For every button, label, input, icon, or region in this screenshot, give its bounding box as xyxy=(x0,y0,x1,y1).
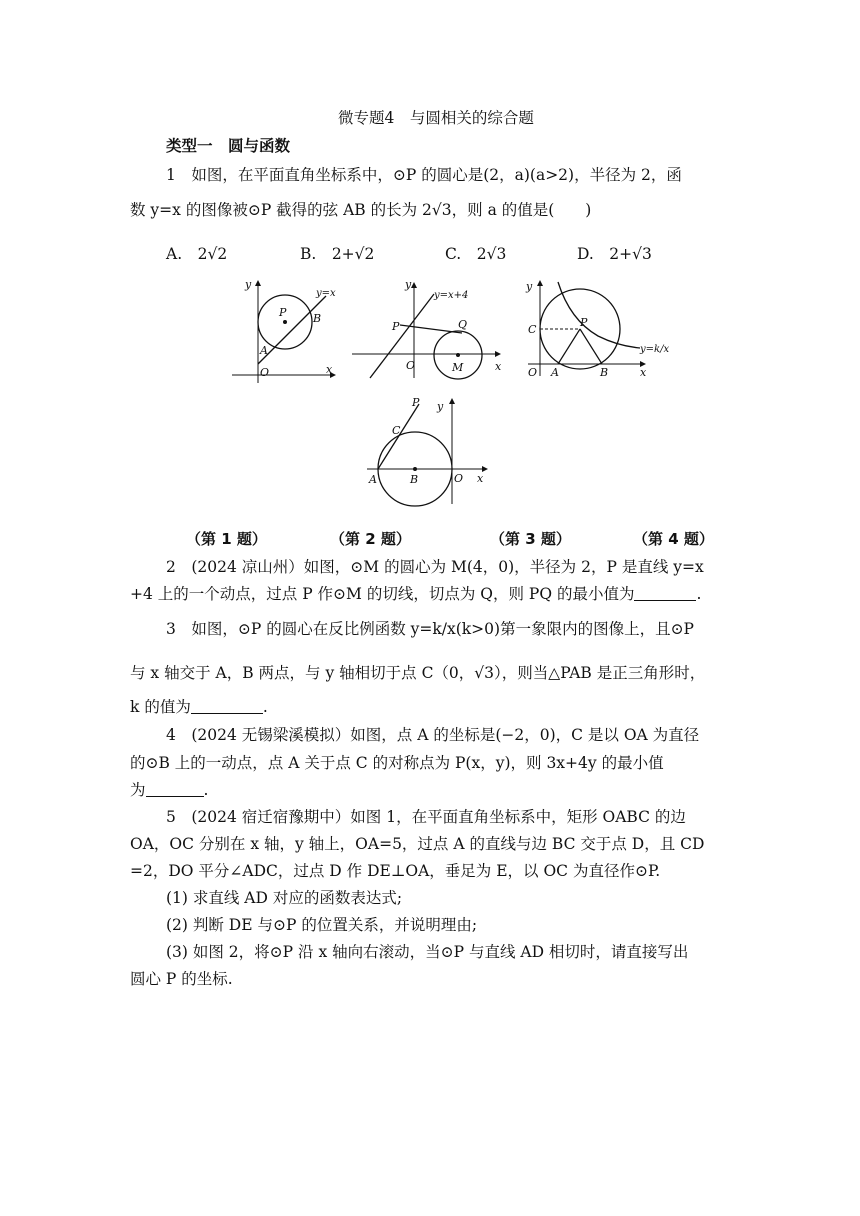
fig2-label-q: Q xyxy=(458,318,468,331)
q1-option-d: D. 2+√3 xyxy=(577,245,652,263)
section-heading: 类型一 圆与函数 xyxy=(166,137,291,155)
q4-period: . xyxy=(203,781,209,799)
q5-sub-3: (3) 如图 2，将⊙P 沿 x 轴向右滚动，当⊙P 与直线 AD 相切时，请直接写出 xyxy=(166,943,689,961)
q5-sub-1: (1) 求直线 AD 对应的函数表达式; xyxy=(166,889,403,907)
fig2-line xyxy=(370,294,434,378)
q4-line-2: 的⊙B 上的一动点，点 A 关于点 C 的对称点为 P(x，y)，则 3x+4y 的最小值 xyxy=(130,754,664,772)
caption-fig3: （第 3 题） xyxy=(490,530,571,548)
q2-answer-blank[interactable] xyxy=(634,586,696,601)
q3-line-1: 3 如图，⊙P 的圆心在反比例函数 y=k/x(k>0)第一象限内的图像上，且⊙P xyxy=(166,620,694,638)
fig1-label-b: B xyxy=(313,312,322,325)
fig3-label-c: C xyxy=(528,323,537,336)
fig1-label-p: P xyxy=(279,306,287,319)
fig1-line-label: y=x xyxy=(316,288,336,299)
q2-line-2-text: +4 上的一个动点，过点 P 作⊙M 的切线，切点为 Q，则 PQ 的最小值为 xyxy=(130,585,635,603)
fig1-center-dot xyxy=(283,320,287,324)
q2-period: . xyxy=(696,585,702,603)
q5-line-2: OA，OC 分别在 x 轴，y 轴上，OA=5，过点 A 的直线与边 BC 交于点 D，且 CD xyxy=(130,835,705,853)
fig1-label-x: x xyxy=(326,363,333,376)
q4-line-1: 4 (2024 无锡梁溪模拟）如图，点 A 的坐标是(−2，0)，C 是以 OA 为直径 xyxy=(166,726,700,744)
fig3-y-arrow xyxy=(537,280,543,286)
q4-line-3-text: 为 xyxy=(130,781,146,799)
q3-period: . xyxy=(262,698,268,716)
fig3-hyperbola xyxy=(558,282,640,348)
q1-option-b: B. 2+√2 xyxy=(300,245,375,263)
figure-3 xyxy=(518,276,670,381)
q2-line-2 xyxy=(130,584,701,604)
q3-line-2: 与 x 轴交于 A，B 两点，与 y 轴相切于点 C（0，√3），则当△PAB 是正三角形时， xyxy=(130,664,706,682)
q3-answer-blank[interactable] xyxy=(191,699,263,714)
fig3-label-o: O xyxy=(528,366,538,379)
q5-line-1: 5 (2024 宿迁宿豫期中）如图 1，在平面直角坐标系中，矩形 OABC 的边 xyxy=(166,808,686,826)
fig1-label-y: y xyxy=(245,278,252,291)
fig4-label-c: C xyxy=(392,424,401,437)
q1-line-1: 1 如图，在平面直角坐标系中，⊙P 的圆心是(2，a)(a>2)，半径为 2，函 xyxy=(166,166,682,184)
fig2-x-arrow xyxy=(495,351,501,357)
fig4-label-a: A xyxy=(369,473,377,486)
q1-line-2: 数 y=x 的图像被⊙P 截得的弦 AB 的长为 2√3，则 a 的值是( ) xyxy=(130,201,592,219)
q1-option-c: C. 2√3 xyxy=(445,245,507,263)
fig2-label-m: M xyxy=(452,361,464,374)
fig2-label-x: x xyxy=(495,360,502,373)
q3-line-3 xyxy=(130,697,268,717)
fig4-label-o: O xyxy=(454,472,464,485)
fig4-label-b: B xyxy=(410,473,419,486)
fig2-label-o: O xyxy=(406,359,416,372)
figure-1 xyxy=(232,278,342,383)
fig3-label-x: x xyxy=(640,366,647,379)
fig4-y-arrow xyxy=(449,398,455,404)
caption-fig4: （第 4 题） xyxy=(633,530,714,548)
q4-answer-blank[interactable] xyxy=(146,782,204,797)
q4-line-3 xyxy=(130,780,208,800)
fig4-label-p: P xyxy=(412,396,420,409)
caption-fig1: （第 1 题） xyxy=(186,530,267,548)
fig2-center-dot xyxy=(456,353,460,357)
fig2-y-arrow xyxy=(411,282,417,288)
fig3-label-y: y xyxy=(526,280,533,293)
fig3-label-a: A xyxy=(551,366,559,379)
caption-fig2: （第 2 题） xyxy=(330,530,411,548)
fig3-pa xyxy=(558,329,580,364)
fig4-b-dot xyxy=(413,467,417,471)
fig3-label-b: B xyxy=(600,366,609,379)
q2-line-1: 2 (2024 凉山州）如图，⊙M 的圆心为 M(4，0)，半径为 2，P 是直线 y=x xyxy=(166,558,704,576)
fig4-label-y: y xyxy=(437,400,444,413)
q5-sub-4: 圆心 P 的坐标. xyxy=(130,970,233,988)
fig2-label-y: y xyxy=(405,278,412,291)
fig2-line-label: y=x+4 xyxy=(434,290,469,301)
page-title: 微专题4 与圆相关的综合题 xyxy=(338,109,534,127)
q3-line-3-text: k 的值为 xyxy=(130,698,191,716)
fig3-label-p: P xyxy=(580,316,588,329)
fig1-label-o: O xyxy=(260,366,270,379)
fig3-curve-label: y=k/x xyxy=(640,344,670,355)
q1-option-a: A. 2√2 xyxy=(166,245,228,263)
fig4-label-x: x xyxy=(477,472,484,485)
fig1-label-a: A xyxy=(260,344,268,357)
fig3-pb xyxy=(580,329,602,364)
fig2-label-p: P xyxy=(392,320,400,333)
fig1-line xyxy=(258,296,326,364)
q5-sub-2: (2) 判断 DE 与⊙P 的位置关系，并说明理由; xyxy=(166,916,478,934)
fig1-y-arrow xyxy=(255,280,261,286)
q5-line-3: =2，DO 平分∠ADC，过点 D 作 DE⊥OA，垂足为 E，以 OC 为直径作⊙P. xyxy=(130,862,661,880)
figure-2 xyxy=(352,278,507,383)
figure-4 xyxy=(367,394,497,516)
